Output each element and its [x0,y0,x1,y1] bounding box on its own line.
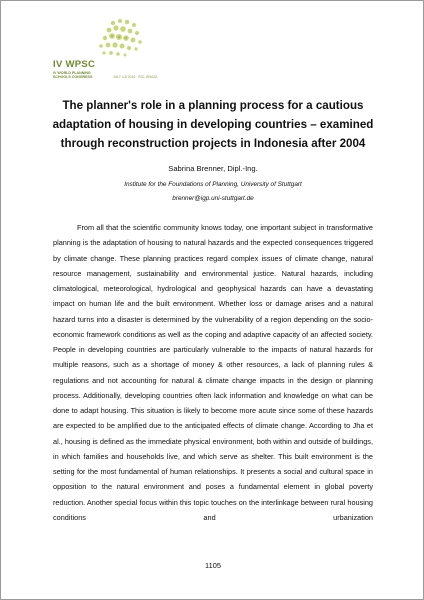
logo-tagline: JULY 4-8 2016 · RIO, BRAZIL [113,75,159,79]
body-paragraph [53,220,373,525]
page-number: 1105 [205,561,221,570]
author-email: brenner@igp.uni-stuttgart.de [172,195,254,202]
globe-dots-icon [53,15,163,59]
congress-logo [53,15,163,85]
author-name: Sabrina Brenner, Dipl.-Ing. [168,164,258,173]
paper-title: The planner's role in a planning process for a cautious adaptation of housing in developing countries – examined through reconstruction projects in Indonesia after 2004 [52,99,374,150]
author-affiliation: Institute for the Foundations of Planning, University of Stuttgart [124,181,302,188]
body-paragraph-text: From all that the scientific community knows today, one important subject in transformative planning is the adaptation of housing to natural hazards and the expected consequences triggered by climate change. These planning practices regard complex issues of climate change, natural resource management, sustainability and environmental justice. Natural hazards, including climatological, meteorological, hydrological and geophysical hazards can have a devastating impact on human life and the built environment. Whether loss or damage arises and a natural hazard turns into a disaster is determined by the vulnerability of a region depending on the socio-economic framework conditions as well as the coping and adaptive capacity of an affected society. People in developing countries are particularly vulnerable to the impacts of natural hazards for multiple reasons, such as a shortage of money & other resources, a lack of planning rules & regulations and not accounting for natural & climate change impacts in the design or planning process. Additionally, developing countries often lack information and knowledge on what can be done to adapt housing. This situation is likely to become more acute since some of these hazards are expected to be amplified due to the anticipated effects of climate change. According to Jha et al., housing is defined as the immediate physical environment, both within and outside of buildings, in which families and households live, and which serve as shelter. This built environment is the setting for the most fundamental of human relationships. It presents a social and cultural space in opposition to the natural environment and poses a fundamental element in global poverty reduction. Another special focus within this topic touches on the interlinkage between rural housing conditions and urbanization [53,223,373,522]
logo-wordmark: IV WPSC [53,59,96,70]
logo-subtitle: IV WORLD PLANNING SCHOOLS CONGRESS [53,71,93,79]
